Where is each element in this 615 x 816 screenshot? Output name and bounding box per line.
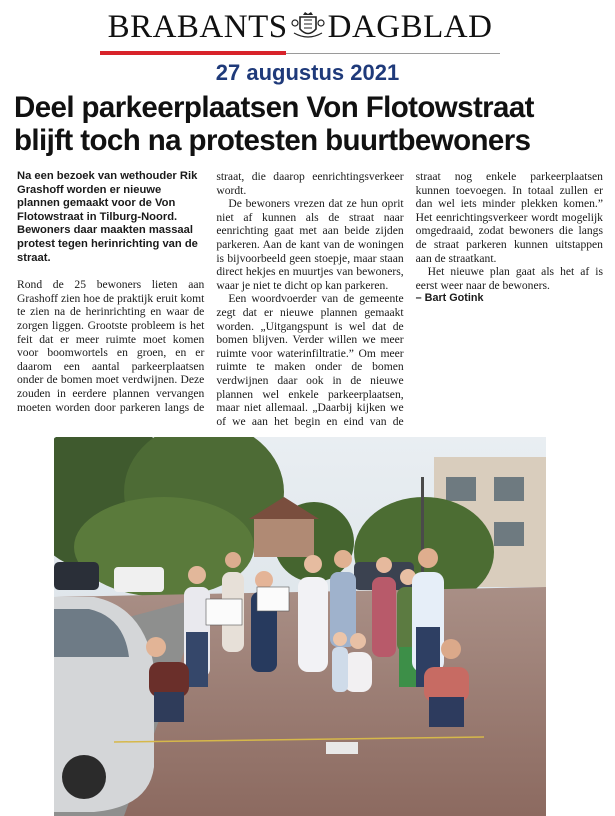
masthead bbox=[100, 8, 500, 50]
article-paragraph: Het nieuwe plan gaat als het af is eerst weer naar de bewoners. bbox=[415, 265, 603, 292]
masthead-right: DAGBLAD bbox=[327, 9, 493, 45]
masthead-left: BRABANTS bbox=[107, 9, 288, 45]
article-paragraph: Een woordvoerder van de gemeente zegt dat er nieuwe plannen gemaakt worden. „Uitgangspunt is wel dat de bomen blijven. Verder willen we meer ruimte voor waterinfiltratie.” Om meer ruimte te maken onder de bomen verdwijnen daar ook in de nieuwe plannen wel enkele parkeerplaatsen, maar niet allemaal. „Daarbij kijken we of we aan het begin en eind van de straat nog enkele parkeerplaatsen kunnen toevoegen. In totaal zullen er dan wel iets minder plekken komen.” Het eenrichtingsverkeer wordt mogelijk omgedraaid, zodat bewoners die langs de straat parkeren kunnen uitstappen aan de straatkant. bbox=[216, 170, 603, 428]
publication-date: 27 augustus 2021 bbox=[215, 60, 400, 85]
article-byline: – Bart Gotink bbox=[415, 292, 484, 305]
group-photo-icon bbox=[54, 437, 546, 816]
masthead-red-rule bbox=[100, 51, 286, 55]
coat-of-arms-icon bbox=[291, 11, 325, 41]
headline-line-1: Deel parkeerplaatsen Von Flotowstraat bbox=[14, 91, 534, 124]
article-paragraph: De bewoners vrezen dat ze hun oprit niet af kunnen als de straat naar eenrichting gaat met aan beide zijden parkeren. Aan de kant van de woningen is bijvoorbeeld geen stoepje, maar staan direct hekjes en muurtjes van bewoners, waar je niet te dicht op kan parkeren. bbox=[216, 197, 404, 292]
article-body bbox=[17, 170, 603, 432]
masthead-grey-rule bbox=[286, 53, 500, 54]
headline bbox=[14, 91, 604, 157]
article-lead: Na een bezoek van wethouder Rik Grashoff worden er nieuwe plannen gemaakt voor de Von Flotowstraat in Tilburg-Noord. Bewoners daar maakten massaal protest tegen herinrichting van de straat. bbox=[17, 170, 198, 264]
headline-line-2: blijft toch na protesten buurtbewoners bbox=[14, 124, 531, 157]
article-paragraph: Rond de 25 bewoners lieten aan Grashoff zien hoe de praktijk eruit komt te zien na de herinrichting en waar de zorgen liggen. Grootste probleem is het feit dat er meer ruimte moet komen voor boomwortels en groen, en er daarom een aantal parkeerplaatsen onder de bomen moet verdwijnen. Deze zouden in eerdere plannen vervangen moeten worden door parkeren langs de straat, die daarop eenrichtingsverkeer wordt. bbox=[17, 170, 404, 414]
group-photo bbox=[54, 437, 546, 816]
